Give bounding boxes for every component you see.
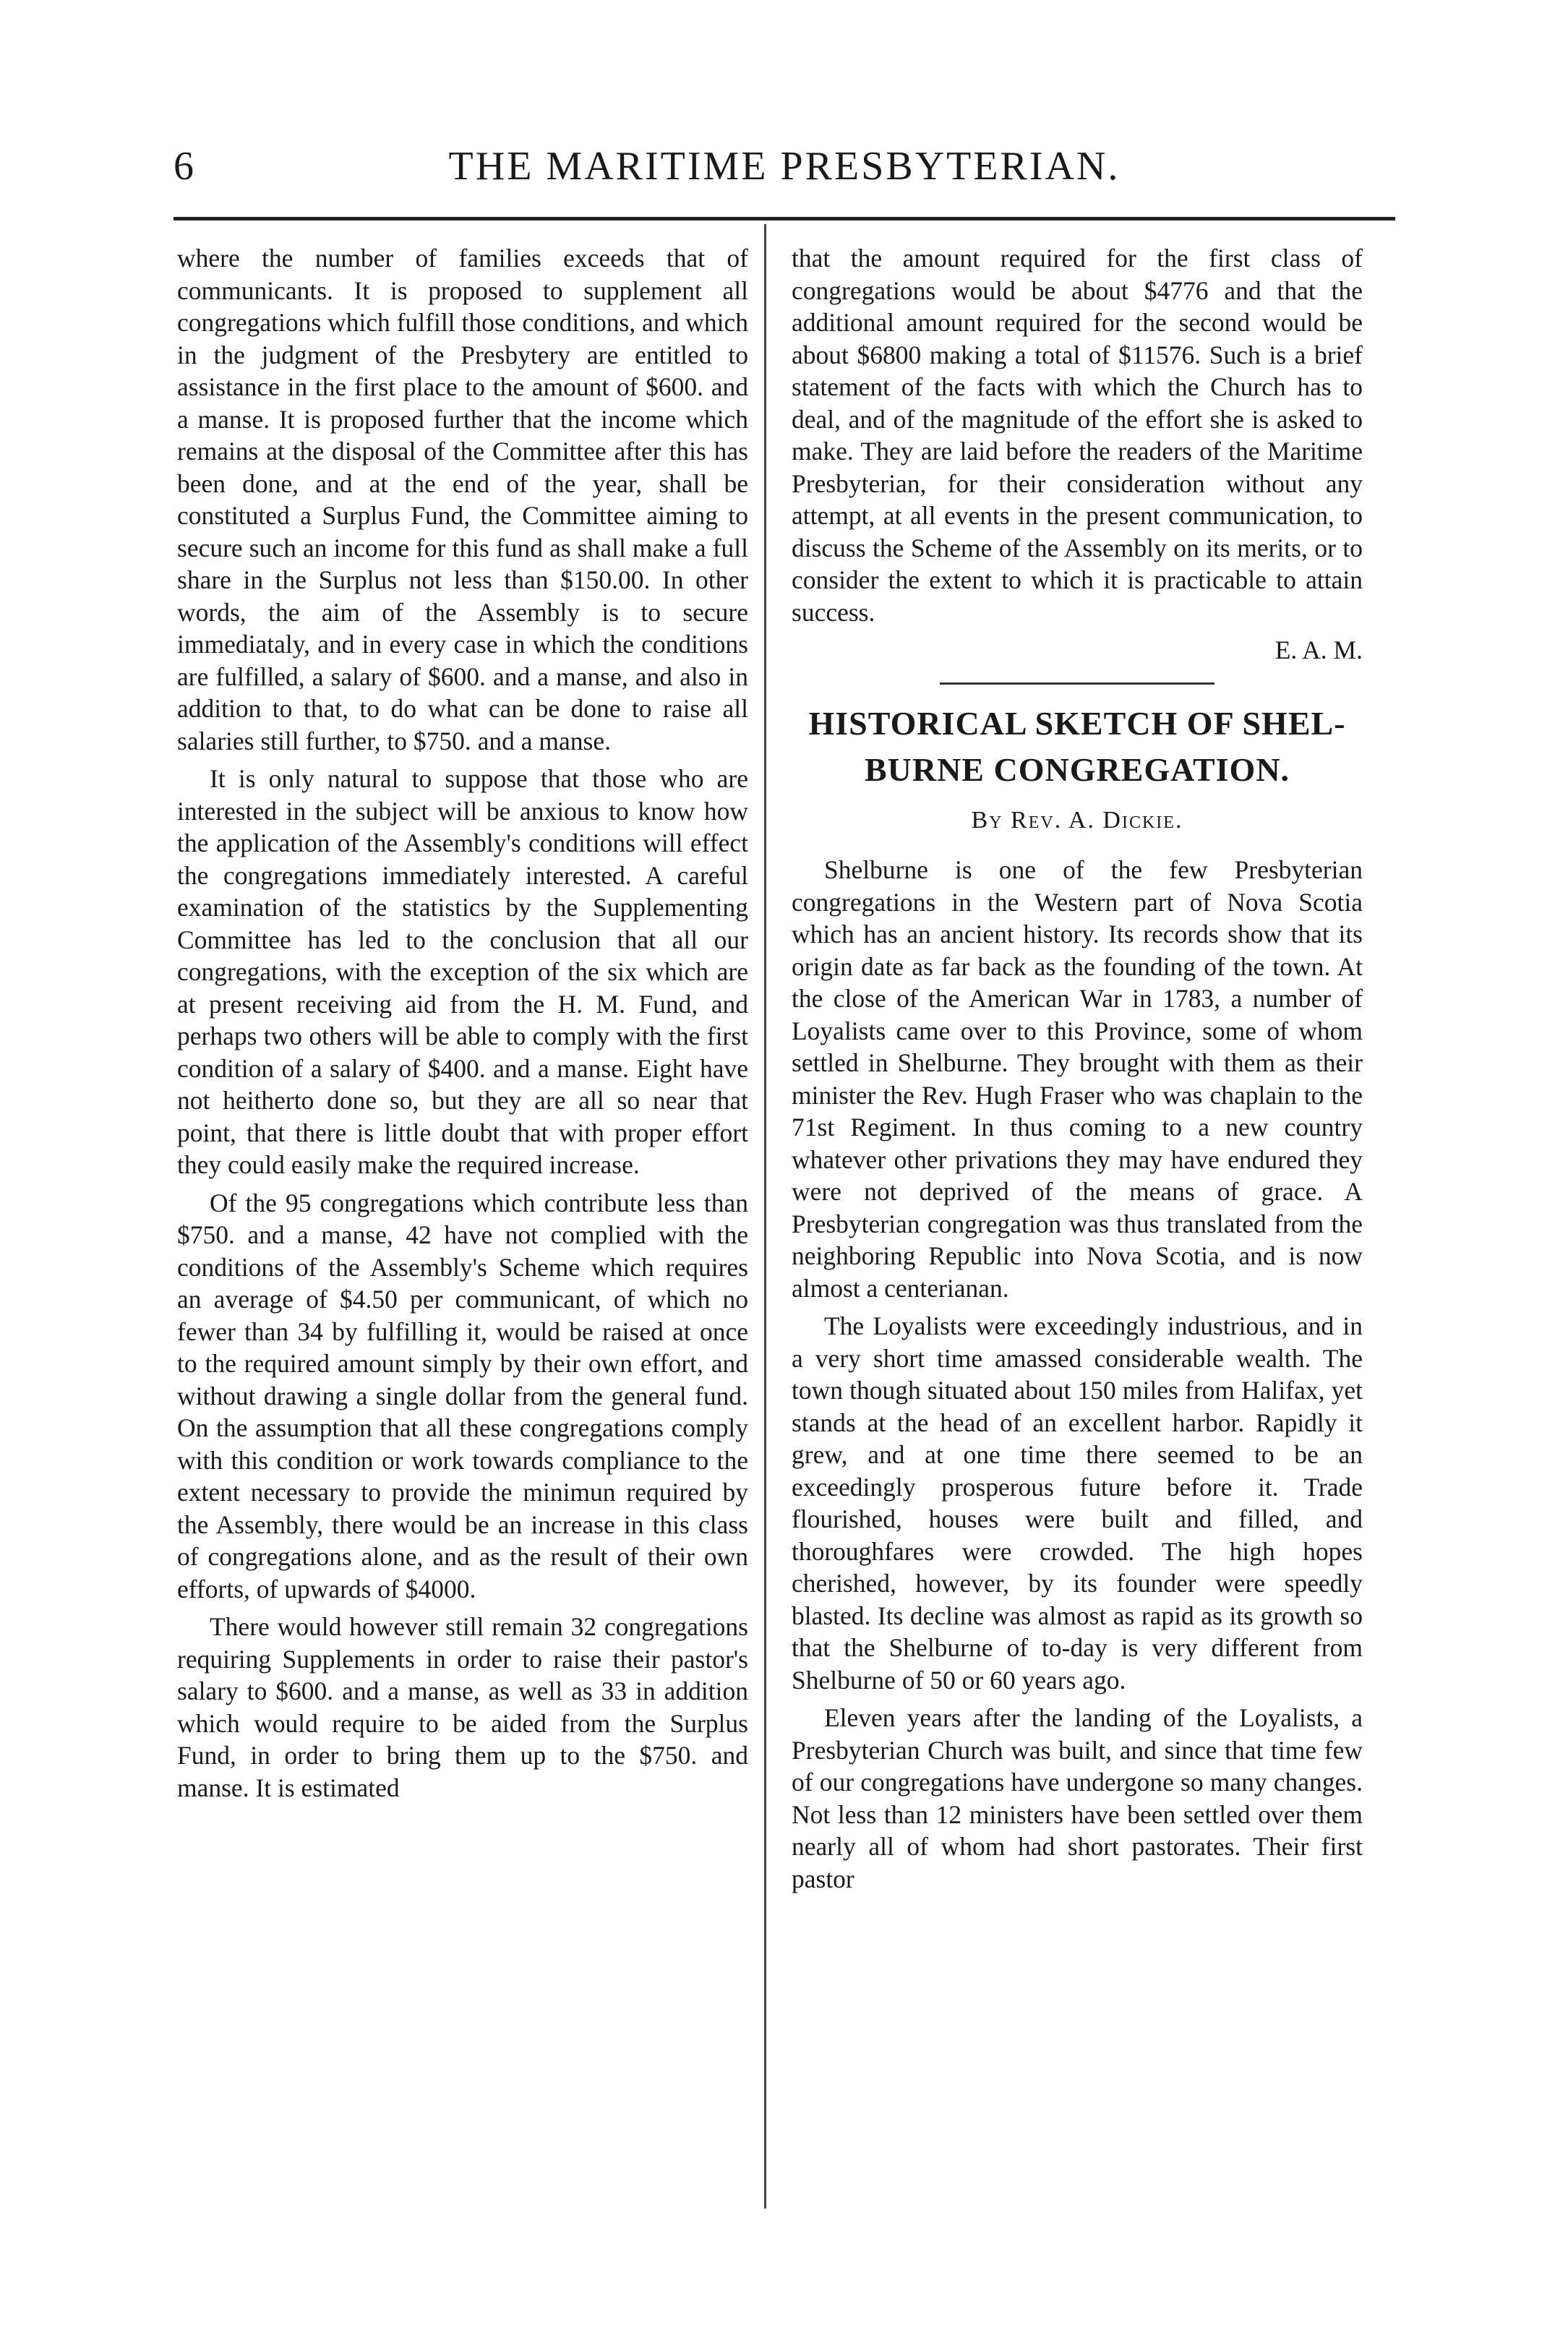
right-column	[792, 242, 1363, 1901]
section-rule	[940, 682, 1214, 685]
article-title	[792, 701, 1363, 793]
byline: By Rev. A. Dickie.	[971, 806, 1183, 834]
paragraph: The Loyalists were exceedingly industrious, and in a very short time amassed considerable wealth. The town though situated about 150 miles from Halifax, yet stands at the head of an excellent harbor. Rapidly it grew, and at one time there seemed to be an exceedingly prosperous future before it. Trade flourished, houses were built and filled, and thoroughfares were crowded. The high hopes cherished, however, by its founder were speedly blasted. Its decline was almost as rapid as its growth so that the Shelburne of to-day is very different from Shelburne of 50 or 60 years ago.	[792, 1311, 1363, 1695]
signature: E. A. M.	[1274, 635, 1363, 664]
page-number: 6	[173, 144, 194, 189]
left-column	[177, 242, 748, 1810]
paragraph: where the number of families exceeds that of communicants. It is proposed to supplement all congregations which fulfill those conditions, and which in the judgment of the Presbytery are entitled to assistance in the first place to the amount of $600. and a manse. It is proposed further that the income which remains at the disposal of the Committee after this has been done, and at the end of the year, shall be constituted a Surplus Fund, the Committee aiming to secure such an income for this fund as shall make a full share in the Surplus not less than $150.00. In other words, the aim of the Assembly is to secure immediataly, and in every case in which the conditions are fulfilled, a salary of $600. and a manse, and also in addition to that, to do what can be done to raise all salaries still further, to $750. and a manse.	[177, 244, 748, 755]
article-title-line: BURNE CONGREGATION.	[864, 750, 1290, 788]
paragraph: Of the 95 congregations which contribute less than $750. and a manse, 42 have not complied with the conditions of the Assembly's Scheme which requires an average of $4.50 per communicant, of which no fewer than 34 by fulfilling it, would be raised at once to the required amount simply by their own effort, and without drawing a single dollar from the general fund. On the assumption that all these congregations comply with this condition or work towards compliance to the extent necessary to provide the minimun required by the Assembly, there would be an increase in this class of congregations alone, and as the result of their own efforts, of upwards of $4000.	[177, 1188, 748, 1603]
paragraph: There would however still remain 32 congregations requiring Supplements in order to raise their pastor's salary to $600. and a manse, as well as 33 in addition which would require to be aided from the Surplus Fund, in order to bring them up to the $750. and manse. It is estimated	[177, 1612, 748, 1802]
header-rule	[173, 217, 1395, 220]
paragraph: Eleven years after the landing of the Loyalists, a Presbyterian Church was built, and since that time few of our congregations have undergone so many changes. Not less than 12 ministers have been settled over them nearly all of whom had short pastorates. Their first pastor	[792, 1703, 1363, 1893]
paragraph: that the amount required for the first class of congregations would be about $4776 and that the additional amount required for the second would be about $6800 making a total of $11576. Such is a brief statement of the facts with which the Church has to deal, and of the magnitude of the effort she is asked to make. They are laid before the readers of the Maritime Presbyterian, for their consideration without any attempt, at all events in the present communication, to discuss the Scheme of the Assembly on its merits, or to consider the extent to which it is practicable to attain success.	[792, 244, 1363, 627]
running-title: THE MARITIME PRESBYTERIAN.	[448, 144, 1121, 189]
article-title-line: HISTORICAL SKETCH OF SHEL-	[808, 704, 1346, 742]
page-header	[173, 134, 1395, 206]
paragraph: Shelburne is one of the few Presbyterian congregations in the Western part of Nova Scotia which has an ancient history. Its records show that its origin date as far back as the founding of the town. At the close of the American War in 1783, a number of Loyalists came over to this Province, some of whom settled in Shelburne. They brought with them as their minister the Rev. Hugh Fraser who was chaplain to the 71st Regiment. In thus coming to a new country whatever other privations they may have endured they were not deprived of the means of grace. A Presbyterian congregation was thus translated from the neighboring Republic into Nova Scotia, and is now almost a centerianan.	[792, 855, 1363, 1303]
paragraph: It is only natural to suppose that those who are interested in the subject will be anxious to know how the application of the Assembly's conditions will effect the congregations immediately interested. A careful examination of the statistics by the Supplementing Committee has led to the conclusion that all our congregations, with the exception of the six which are at present receiving aid from the H. M. Fund, and perhaps two others will be able to comply with the first condition of a salary of $400. and a manse. Eight have not heitherto done so, but they are all so near that point, that there is little doubt that with proper effort they could easily make the required increase.	[177, 764, 748, 1179]
column-divider	[764, 224, 766, 2209]
